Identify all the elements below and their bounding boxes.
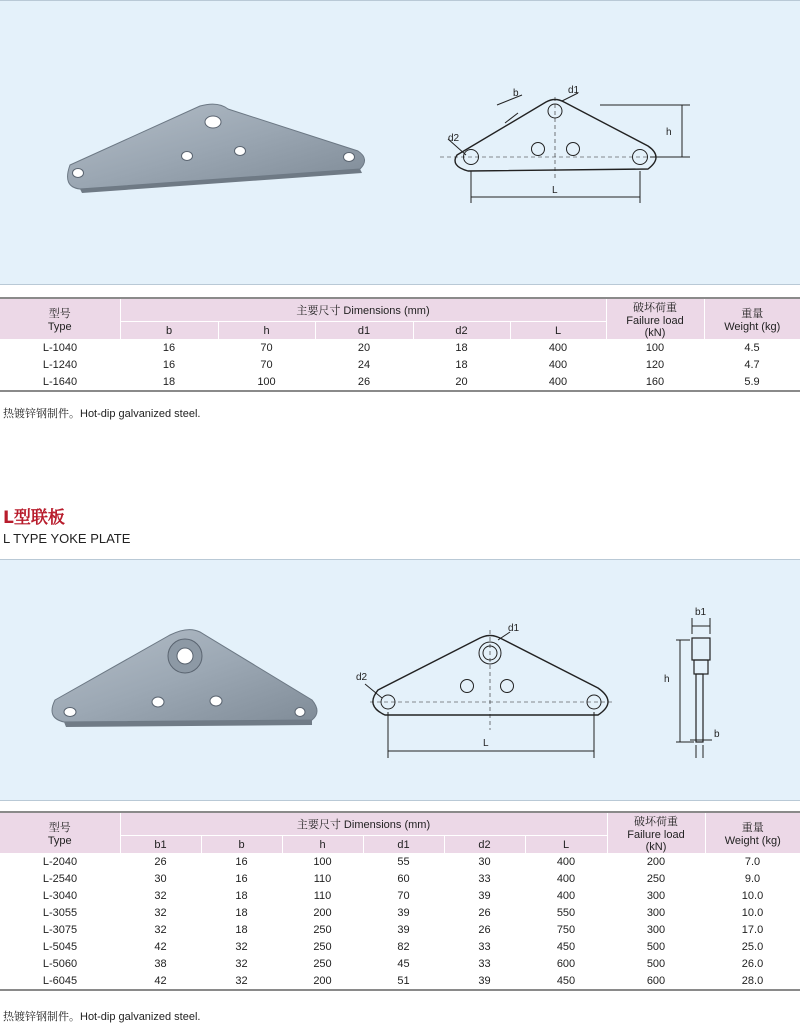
table-row xyxy=(0,870,800,887)
table-cell: 33 xyxy=(478,957,491,970)
header-col-d2: d2 xyxy=(413,322,510,340)
plate-photo-1 xyxy=(68,104,365,193)
table-cell: 200 xyxy=(646,855,666,868)
section-title-cn: L型联板 xyxy=(3,508,65,528)
table-cell: 300 xyxy=(646,906,666,919)
table-cell: L-2540 xyxy=(42,872,78,885)
table-cell: 24 xyxy=(357,358,371,371)
table-cell: 250 xyxy=(313,940,332,953)
table-row xyxy=(0,373,800,391)
table-cell: L-5045 xyxy=(42,940,78,953)
table-cell: 400 xyxy=(548,341,568,354)
header-col-d2-2: d2 xyxy=(444,836,525,854)
table-cell: 18 xyxy=(235,923,248,936)
table-cell: 60 xyxy=(397,872,410,885)
table-cell: 25.0 xyxy=(741,940,764,953)
table-row xyxy=(0,339,800,356)
table-cell: L-5060 xyxy=(42,957,78,970)
table-cell: 82 xyxy=(397,940,410,953)
dim-label-L: L xyxy=(552,185,558,196)
table-cell: 400 xyxy=(556,872,576,885)
table-cell: 9.0 xyxy=(744,872,761,885)
product-image-panel-1 xyxy=(0,0,800,285)
table-cell: 26 xyxy=(315,373,413,391)
material-note-1: 热镀锌钢制件。Hot-dip galvanized steel. xyxy=(3,408,201,420)
table-row xyxy=(0,972,800,990)
material-note-2: 热镀锌钢制件。Hot-dip galvanized steel. xyxy=(3,1011,201,1023)
table-cell: 39 xyxy=(397,923,410,936)
dim-label-L-2: L xyxy=(483,738,489,749)
table-cell: 26 xyxy=(478,906,491,919)
table-cell: 70 xyxy=(260,358,273,371)
table-cell: 400 xyxy=(548,358,568,371)
dim-label-h-2: h xyxy=(664,674,670,685)
table-cell: L-3075 xyxy=(42,923,78,936)
table-cell: 500 xyxy=(646,957,666,970)
table-cell: 18 xyxy=(455,358,468,371)
table-cell: 5.9 xyxy=(704,373,800,391)
table-cell: 16 xyxy=(235,855,248,868)
table-cell: 250 xyxy=(646,872,666,885)
table-cell: 400 xyxy=(556,889,576,902)
table-cell: 500 xyxy=(646,940,666,953)
table-cell: 32 xyxy=(235,957,248,970)
table-cell: 26 xyxy=(154,855,167,868)
dim-label-d2-2: d2 xyxy=(356,672,368,683)
table-row xyxy=(0,921,800,938)
table-cell: 26 xyxy=(478,923,491,936)
table-cell: 200 xyxy=(313,906,332,919)
table-cell: 45 xyxy=(397,957,410,970)
table-cell: 4.7 xyxy=(744,358,760,371)
table-cell: 450 xyxy=(556,940,576,953)
table-cell: 30 xyxy=(154,872,167,885)
table-row xyxy=(0,356,800,373)
table-cell: L-3055 xyxy=(42,906,78,919)
table-cell: 300 xyxy=(646,889,666,902)
table-cell: L-2040 xyxy=(42,855,78,868)
table-cell: 42 xyxy=(154,940,167,953)
spec-table-2 xyxy=(0,811,800,991)
header-col-d1: d1 xyxy=(315,322,413,340)
table-cell: 18 xyxy=(235,906,248,919)
dim-label-b: b xyxy=(513,88,519,99)
table-cell: 33 xyxy=(478,872,491,885)
table-cell: 32 xyxy=(154,923,167,936)
product-image-panel-2 xyxy=(0,559,800,801)
header-failure-load: 破坏荷重 Failure load (kN) xyxy=(606,298,704,339)
table-row xyxy=(0,938,800,955)
table-cell: 38 xyxy=(154,957,167,970)
table-cell: 10.0 xyxy=(741,889,764,902)
dimension-drawing-2 xyxy=(365,618,712,758)
table-cell: 750 xyxy=(556,923,576,936)
plate-photo-2 xyxy=(52,630,317,727)
dim-label-b-2: b xyxy=(714,729,720,740)
header-col-b-2: b xyxy=(201,836,282,854)
table-cell: 250 xyxy=(313,923,332,936)
header-col-d1-2: d1 xyxy=(363,836,444,854)
table-cell: L-3040 xyxy=(42,889,78,902)
header-col-h: h xyxy=(218,322,315,340)
header-weight: 重量 Weight (kg) xyxy=(704,298,800,339)
table-cell: 70 xyxy=(397,889,410,902)
dim-label-d2: d2 xyxy=(448,133,460,144)
table-cell: 600 xyxy=(607,972,705,990)
table-row xyxy=(0,904,800,921)
dim-label-d1: d1 xyxy=(568,85,580,96)
yoke-plate-illustration-2 xyxy=(0,560,800,800)
table-cell: 100 xyxy=(313,855,332,868)
header-type: 型号 Type xyxy=(0,298,120,339)
table-row xyxy=(0,955,800,972)
header-weight-2: 重量 Weight (kg) xyxy=(705,812,800,853)
table-cell: 32 xyxy=(154,906,167,919)
table-cell: 400 xyxy=(556,855,576,868)
table-cell: 32 xyxy=(235,940,248,953)
table-cell: 100 xyxy=(645,341,665,354)
table-cell: L-1240 xyxy=(42,358,78,371)
table-cell: 110 xyxy=(313,872,332,885)
table-cell: 160 xyxy=(606,373,704,391)
table-cell: 300 xyxy=(646,923,666,936)
table-row xyxy=(0,853,800,870)
table-cell: 28.0 xyxy=(705,972,800,990)
dim-label-b1: b1 xyxy=(695,607,707,618)
table-cell: 39 xyxy=(444,972,525,990)
section-title-en: L TYPE YOKE PLATE xyxy=(3,531,131,546)
header-dimensions-2: 主要尺寸 Dimensions (mm) xyxy=(120,812,607,836)
table-cell: 18 xyxy=(120,373,218,391)
table-cell: 200 xyxy=(282,972,363,990)
table-cell: 100 xyxy=(218,373,315,391)
table-cell: 39 xyxy=(397,906,410,919)
table-cell: 110 xyxy=(313,889,332,902)
header-dimensions: 主要尺寸 Dimensions (mm) xyxy=(120,298,606,322)
table-cell: 250 xyxy=(313,957,332,970)
table-cell: 16 xyxy=(235,872,248,885)
table-cell: 39 xyxy=(478,889,491,902)
header-col-L-2: L xyxy=(525,836,607,854)
table-cell: 600 xyxy=(556,957,576,970)
table-cell: L-1640 xyxy=(0,373,120,391)
table-cell: 20 xyxy=(413,373,510,391)
table-cell: 55 xyxy=(397,855,410,868)
table-cell: 42 xyxy=(120,972,201,990)
header-col-L: L xyxy=(510,322,606,340)
spec-table-1 xyxy=(0,297,800,392)
table-cell: 450 xyxy=(525,972,607,990)
table-cell: 550 xyxy=(556,906,576,919)
header-type-2: 型号 Type xyxy=(0,812,120,853)
table-cell: 18 xyxy=(235,889,248,902)
table-cell: 32 xyxy=(154,889,167,902)
table-cell: 17.0 xyxy=(741,923,764,936)
dim-label-h: h xyxy=(666,127,672,138)
header-failure-load-2: 破坏荷重 Failure load (kN) xyxy=(607,812,705,853)
yoke-plate-illustration-1 xyxy=(0,1,800,284)
table-cell: L-6045 xyxy=(0,972,120,990)
table-cell: 10.0 xyxy=(741,906,764,919)
table-cell: L-1040 xyxy=(42,341,78,354)
table-cell: 33 xyxy=(478,940,491,953)
table-cell: 16 xyxy=(162,358,176,371)
header-col-h-2: h xyxy=(282,836,363,854)
table-cell: 18 xyxy=(455,341,468,354)
table-row xyxy=(0,887,800,904)
table-cell: 51 xyxy=(363,972,444,990)
table-cell: 16 xyxy=(162,341,176,354)
header-col-b: b xyxy=(120,322,218,340)
dim-label-d1-2: d1 xyxy=(508,623,520,634)
table-cell: 20 xyxy=(357,341,371,354)
table-cell: 30 xyxy=(478,855,491,868)
table-cell: 400 xyxy=(510,373,606,391)
table-cell: 26.0 xyxy=(741,957,764,970)
table-cell: 7.0 xyxy=(744,855,761,868)
table-cell: 70 xyxy=(260,341,273,354)
table-cell: 4.5 xyxy=(744,341,760,354)
table-cell: 120 xyxy=(645,358,665,371)
table-cell: 32 xyxy=(201,972,282,990)
header-col-b1: b1 xyxy=(120,836,201,854)
dimension-drawing-1 xyxy=(440,93,690,203)
